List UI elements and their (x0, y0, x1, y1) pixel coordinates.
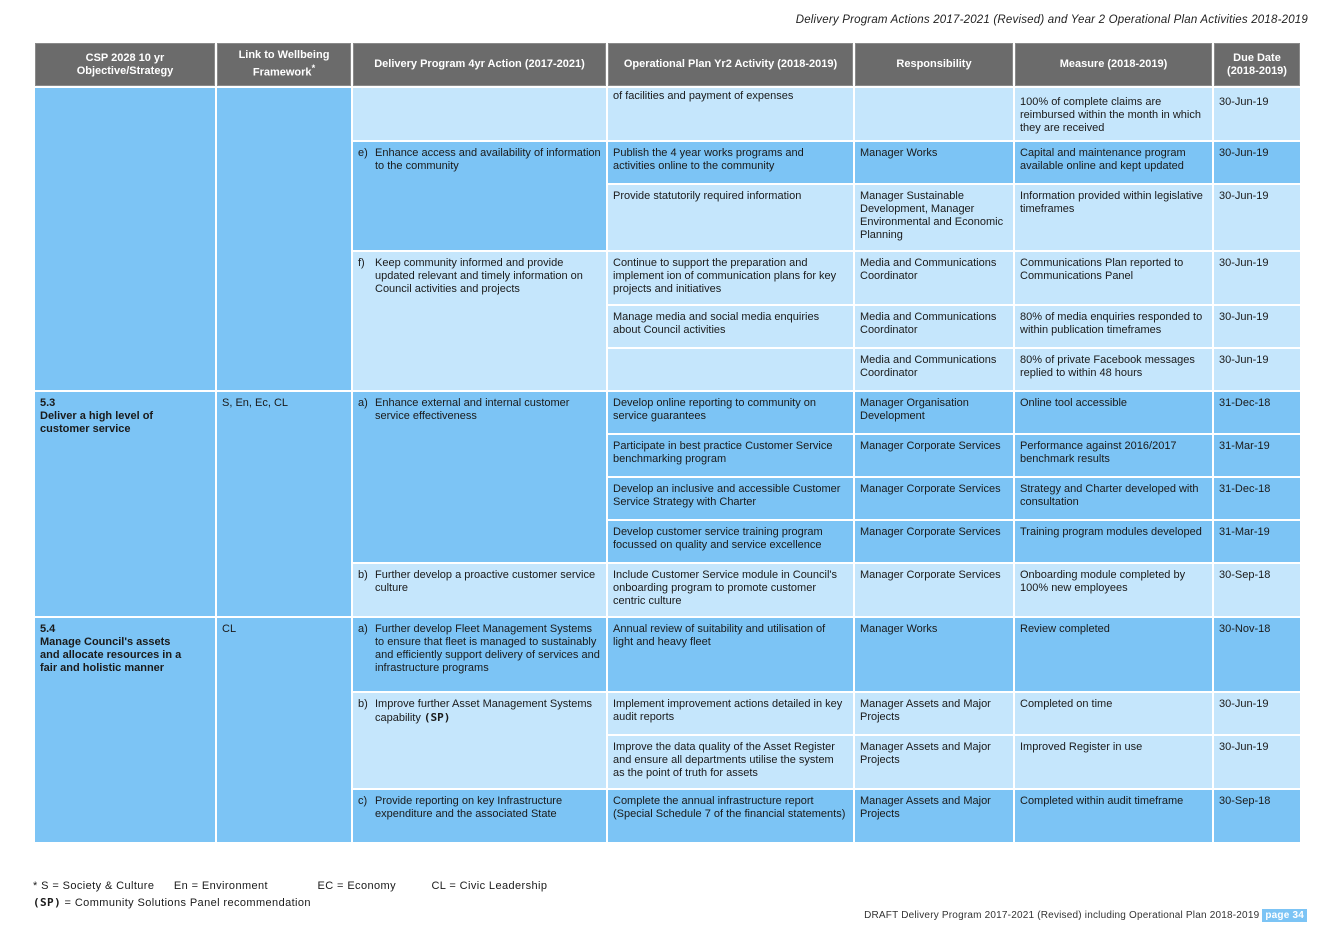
objective-text: Deliver a high level of customer service (40, 410, 154, 435)
wellbeing-link-5-4: CL (216, 617, 352, 843)
measure-cell: Improved Register in use (1014, 735, 1213, 789)
measure-cell: Capital and maintenance program available online and kept updated (1014, 141, 1213, 184)
sp-tag: (SP) (423, 711, 451, 724)
measure-cell: Completed within audit timeframe (1014, 789, 1213, 843)
sp-legend-text: = Community Solutions Panel recommendation (61, 897, 311, 909)
responsibility-cell: Manager Works (854, 141, 1014, 184)
activity-cell: Implement improvement actions detailed in key audit reports (607, 692, 854, 735)
delivery-action-e (352, 141, 607, 251)
measure-cell: 80% of private Facebook messages replied to within 48 hours (1014, 348, 1213, 391)
delivery-action-c-5-4 (352, 789, 607, 843)
activity-cell: Develop customer service training program focussed on quality and service excellence (607, 520, 854, 563)
activity-cell: Manage media and social media enquiries about Council activities (607, 305, 854, 348)
due-date-cell: 30-Jun-19 (1213, 305, 1301, 348)
wellbeing-legend (33, 880, 563, 892)
action-label: e) (358, 147, 368, 159)
action-label: b) (358, 569, 368, 581)
delivery-action-b-5-3 (352, 563, 607, 617)
due-date-cell: 30-Jun-19 (1213, 348, 1301, 391)
activity-cell: Complete the annual infrastructure report (Special Schedule 7 of the financial statements) (607, 789, 854, 843)
col-header-csp: CSP 2028 10 yr Objective/Strategy (34, 42, 216, 87)
col-header-measure: Measure (2018-2019) (1014, 42, 1213, 87)
measure-cell: Review completed (1014, 617, 1213, 692)
responsibility-cell: Media and Communications Coordinator (854, 348, 1014, 391)
sp-legend (33, 896, 311, 909)
action-label: a) (358, 623, 368, 635)
responsibility-cell: Manager Corporate Services (854, 563, 1014, 617)
due-date-cell: 31-Dec-18 (1213, 477, 1301, 520)
due-date-cell: 30-Jun-19 (1213, 735, 1301, 789)
delivery-action-a-5-4 (352, 617, 607, 692)
responsibility-cell: Manager Corporate Services (854, 434, 1014, 477)
action-text: Provide reporting on key Infrastructure expenditure and the associated State (375, 795, 563, 820)
measure-cell: 80% of media enquiries responded to within publication timeframes (1014, 305, 1213, 348)
action-text: Further develop a proactive customer service culture (375, 569, 596, 594)
action-text: Enhance access and availability of information to the community (375, 147, 601, 172)
responsibility-cell: Manager Organisation Development (854, 391, 1014, 434)
table-header-row (34, 42, 1301, 87)
measure-cell: Information provided within legislative timeframes (1014, 184, 1213, 251)
legend-item: EC = Economy (317, 880, 396, 892)
responsibility-cell: Manager Assets and Major Projects (854, 692, 1014, 735)
plan-table (33, 41, 1302, 844)
measure-cell: Strategy and Charter developed with consultation (1014, 477, 1213, 520)
responsibility-cell: Manager Sustainable Development, Manager Environmental and Economic Planning (854, 184, 1014, 251)
action-text: Further develop Fleet Management Systems to ensure that fleet is managed to sustainably and efficiently support delivery of services and infrastructure programs (375, 623, 600, 674)
delivery-action-f (352, 251, 607, 391)
footer-text: DRAFT Delivery Program 2017-2021 (Revised) including Operational Plan 2018-2019 (864, 910, 1260, 921)
due-date-cell: 31-Mar-19 (1213, 520, 1301, 563)
legend-item: * S = Society & Culture (33, 880, 155, 892)
measure-cell: Communications Plan reported to Communications Panel (1014, 251, 1213, 305)
responsibility-cell: Manager Corporate Services (854, 520, 1014, 563)
csp-objective-5-4 (34, 617, 216, 843)
responsibility-cell (854, 87, 1014, 141)
page-footer (864, 910, 1307, 921)
delivery-action-b-5-4 (352, 692, 607, 789)
measure-cell: Training program modules developed (1014, 520, 1213, 563)
action-label: b) (358, 698, 368, 710)
responsibility-cell: Media and Communications Coordinator (854, 251, 1014, 305)
activity-cell: Provide statutorily required information (607, 184, 854, 251)
page-number: page 34 (1262, 909, 1307, 922)
measure-cell: Online tool accessible (1014, 391, 1213, 434)
due-date-cell: 30-Sep-18 (1213, 563, 1301, 617)
page-header-title: Delivery Program Actions 2017-2021 (Revised) and Year 2 Operational Plan Activities 2018-2019 (795, 14, 1308, 26)
measure-cell: Completed on time (1014, 692, 1213, 735)
due-date-cell: 30-Jun-19 (1213, 87, 1301, 141)
due-date-cell: 30-Jun-19 (1213, 141, 1301, 184)
responsibility-cell: Media and Communications Coordinator (854, 305, 1014, 348)
activity-cell: Publish the 4 year works programs and activities online to the community (607, 141, 854, 184)
action-text: Improve further Asset Management Systems capability (SP) (375, 698, 593, 724)
responsibility-cell: Manager Assets and Major Projects (854, 735, 1014, 789)
csp-objective-5-3 (34, 391, 216, 617)
wellbeing-cell-continued (216, 87, 352, 391)
table-row (34, 617, 1301, 692)
responsibility-cell: Manager Works (854, 617, 1014, 692)
due-date-cell: 30-Nov-18 (1213, 617, 1301, 692)
delivery-action-a-5-3 (352, 391, 607, 563)
col-header-delivery: Delivery Program 4yr Action (2017-2021) (352, 42, 607, 87)
action-label: f) (358, 257, 365, 269)
due-date-cell: 30-Jun-19 (1213, 251, 1301, 305)
objective-number: 5.3 (40, 397, 56, 409)
due-date-cell: 31-Dec-18 (1213, 391, 1301, 434)
activity-cell: Annual review of suitability and utilisation of light and heavy fleet (607, 617, 854, 692)
action-label: c) (358, 795, 368, 807)
activity-cell: Include Customer Service module in Council's onboarding program to promote customer centric culture (607, 563, 854, 617)
due-date-cell: 31-Mar-19 (1213, 434, 1301, 477)
responsibility-cell: Manager Assets and Major Projects (854, 789, 1014, 843)
activity-cell: Continue to support the preparation and implement ion of communication plans for key projects and initiatives (607, 251, 854, 305)
activity-cell: Develop online reporting to community on service guarantees (607, 391, 854, 434)
col-header-due: Due Date (2018-2019) (1213, 42, 1301, 87)
activity-cell: of facilities and payment of expenses (607, 87, 854, 141)
measure-cell: 100% of complete claims are reimbursed within the month in which they are received (1014, 87, 1213, 141)
measure-cell: Onboarding module completed by 100% new employees (1014, 563, 1213, 617)
measure-cell: Performance against 2016/2017 benchmark results (1014, 434, 1213, 477)
table-row (34, 87, 1301, 141)
activity-cell (607, 348, 854, 391)
due-date-cell: 30-Jun-19 (1213, 692, 1301, 735)
wellbeing-link-5-3: S, En, Ec, CL (216, 391, 352, 617)
responsibility-cell: Manager Corporate Services (854, 477, 1014, 520)
due-date-cell: 30-Sep-18 (1213, 789, 1301, 843)
sp-tag: (SP) (33, 896, 62, 909)
table-row (34, 391, 1301, 434)
objective-number: 5.4 (40, 623, 56, 635)
activity-cell: Develop an inclusive and accessible Customer Service Strategy with Charter (607, 477, 854, 520)
col-header-responsibility: Responsibility (854, 42, 1014, 87)
delivery-cell-continued (352, 87, 607, 141)
activity-cell: Improve the data quality of the Asset Register and ensure all departments utilise the system as the point of truth for assets (607, 735, 854, 789)
activity-cell: Participate in best practice Customer Service benchmarking program (607, 434, 854, 477)
due-date-cell: 30-Jun-19 (1213, 184, 1301, 251)
legend-item: CL = Civic Leadership (431, 880, 548, 892)
action-text: Enhance external and internal customer service effectiveness (375, 397, 570, 422)
col-header-wellbeing: Link to Wellbeing Framework* (216, 42, 352, 87)
objective-text: Manage Council's assets and allocate resources in a fair and holistic manner (40, 636, 182, 674)
action-label: a) (358, 397, 368, 409)
action-text: Keep community informed and provide updated relevant and timely information on Council activities and projects (375, 257, 583, 295)
legend-item: En = Environment (173, 880, 269, 892)
col-header-operational: Operational Plan Yr2 Activity (2018-2019) (607, 42, 854, 87)
csp-cell-continued (34, 87, 216, 391)
